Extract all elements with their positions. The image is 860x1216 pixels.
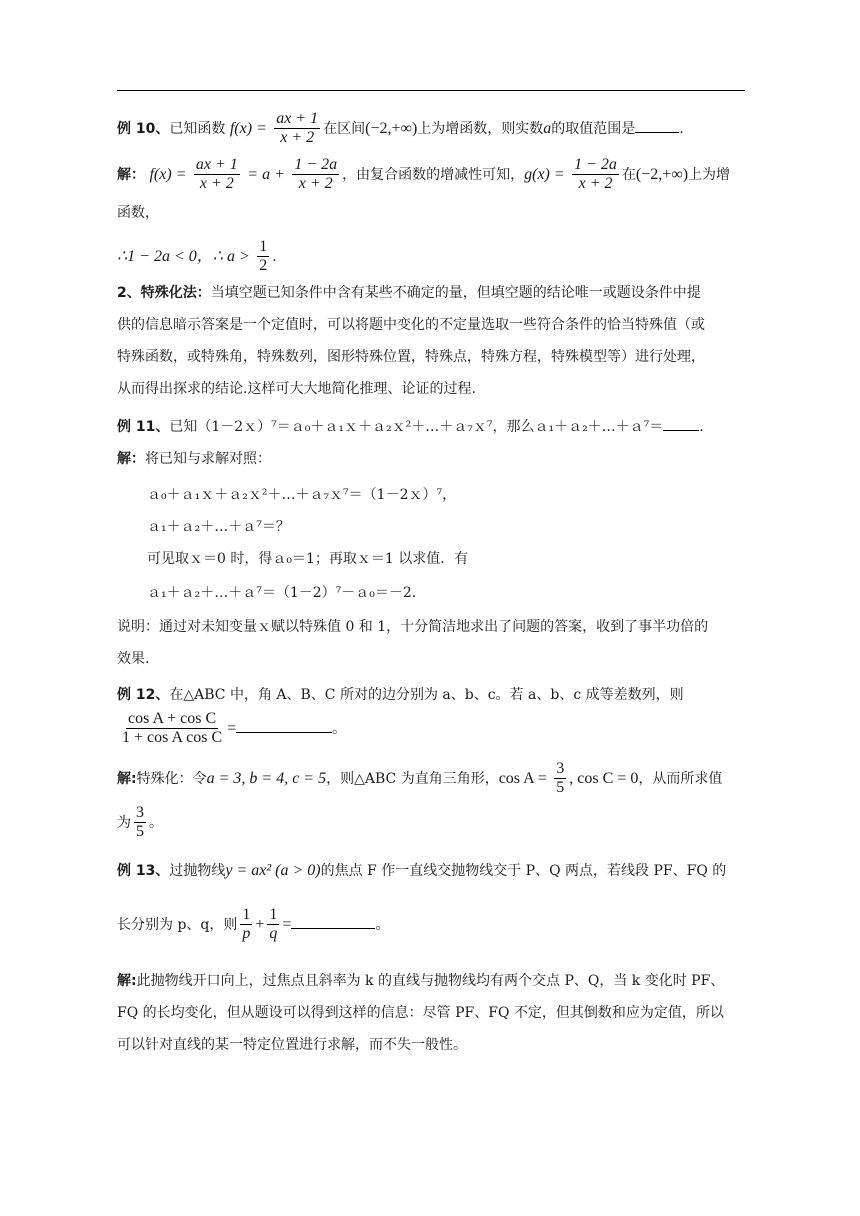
section-label: 2、特殊化法：	[117, 285, 211, 301]
example-label: 例 11、	[117, 419, 170, 435]
fraction: $\frac{1}{q}$	[269, 906, 278, 943]
answer-blank	[291, 916, 375, 929]
solution-label: 解:	[117, 973, 137, 989]
note-11: 说明：通过对未知变量ｘ赋以特殊值 0 和 1，十分简洁地求出了问题的答案，收到了事半功倍的	[117, 619, 709, 635]
example-11: 例 11、已知（1－2ｘ）⁷＝ａ₀＋ａ₁ｘ＋ａ₂ｘ²＋…＋ａ₇ｘ⁷，那么ａ₁＋ａ₂＋…＋ａ⁷＝ .	[117, 419, 704, 435]
example-label: 例 12、	[117, 687, 170, 703]
example-13-expression: 长分别为 p、q，则 $\frac{1}{p}$ + $\frac{1}{q}$ = 。	[117, 906, 390, 943]
example-10: 例 10、已知函数 f(x) = $\frac{ax + 1}{x + 2}$ 在区间(−2,+∞)上为增函数，则实数a的取值范围是 .	[117, 110, 684, 147]
answer-blank	[663, 418, 699, 431]
example-label: 例 10、	[117, 120, 170, 137]
solution-10-conclusion: ∴1 − 2a < 0，∴ a > $\frac{1}{2}$ .	[117, 238, 277, 275]
example-13: 例 13、过抛物线y = ax² (a > 0)的焦点 F 作一直线交抛物线交于 P、Q 两点，若线段 PF、FQ 的	[117, 862, 727, 879]
fraction: $\frac{3}{5}$	[136, 804, 144, 841]
solution-11: 解：将已知与求解对照：	[117, 451, 271, 467]
answer-blank	[635, 120, 679, 133]
solution-12: 解:特殊化：令a = 3, b = 4, c = 5，则△ABC 为直角三角形，cos A = $\frac{3}{5}$ , cos C = 0，从而所求值	[117, 760, 723, 797]
solution-13: 解:此抛物线开口向上，过焦点且斜率为 k 的直线与抛物线均有两个交点 P、Q，当 k 变化时 PF、	[117, 973, 725, 989]
header-rule	[117, 90, 745, 91]
fraction: $\frac{1 - 2a}{x + 2}$	[294, 156, 338, 193]
fraction: $\frac{3}{5}$	[556, 760, 565, 797]
fraction: $\frac{1}{p}$	[242, 906, 251, 943]
example-12: 例 12、在△ABC 中，角 A、B、C 所对的边分别为 a、b、c。若 a、b、c 成等差数列，则	[117, 687, 684, 703]
answer-blank	[236, 720, 332, 733]
fraction: $\frac{ax + 1}{x + 2}$	[276, 110, 319, 147]
solution-label: 解:	[117, 770, 137, 787]
fraction: $\frac{1}{2}$	[259, 238, 268, 275]
solution-label: 解：	[117, 166, 145, 183]
solution-label: 解：	[117, 451, 145, 467]
fraction: $\frac{ax + 1}{x + 2}$	[195, 156, 238, 193]
example-label: 例 13、	[117, 863, 170, 879]
fraction: $\frac{\text{cos A + cos C}}{\text{1 + cos A cos C}}$	[122, 710, 223, 747]
example-12-expression: $\frac{\text{cos A + cos C}}{\text{1 + cos A cos C}}$ = 。	[122, 710, 347, 747]
section-2: 2、特殊化法：当填空题已知条件中含有某些不确定的量，但填空题的结论唯一或题设条件中提	[117, 285, 701, 301]
solution-10: 解： f(x) = $\frac{ax + 1}{x + 2}$ = a + $\frac{1 - 2a}{x + 2}$ ，由复合函数的增减性可知，g(x) = $\frac{1 - 2a}{x + 2}$ 在(−2,+∞)上为增	[117, 156, 731, 193]
fraction: $\frac{1 - 2a}{x + 2}$	[574, 156, 617, 193]
